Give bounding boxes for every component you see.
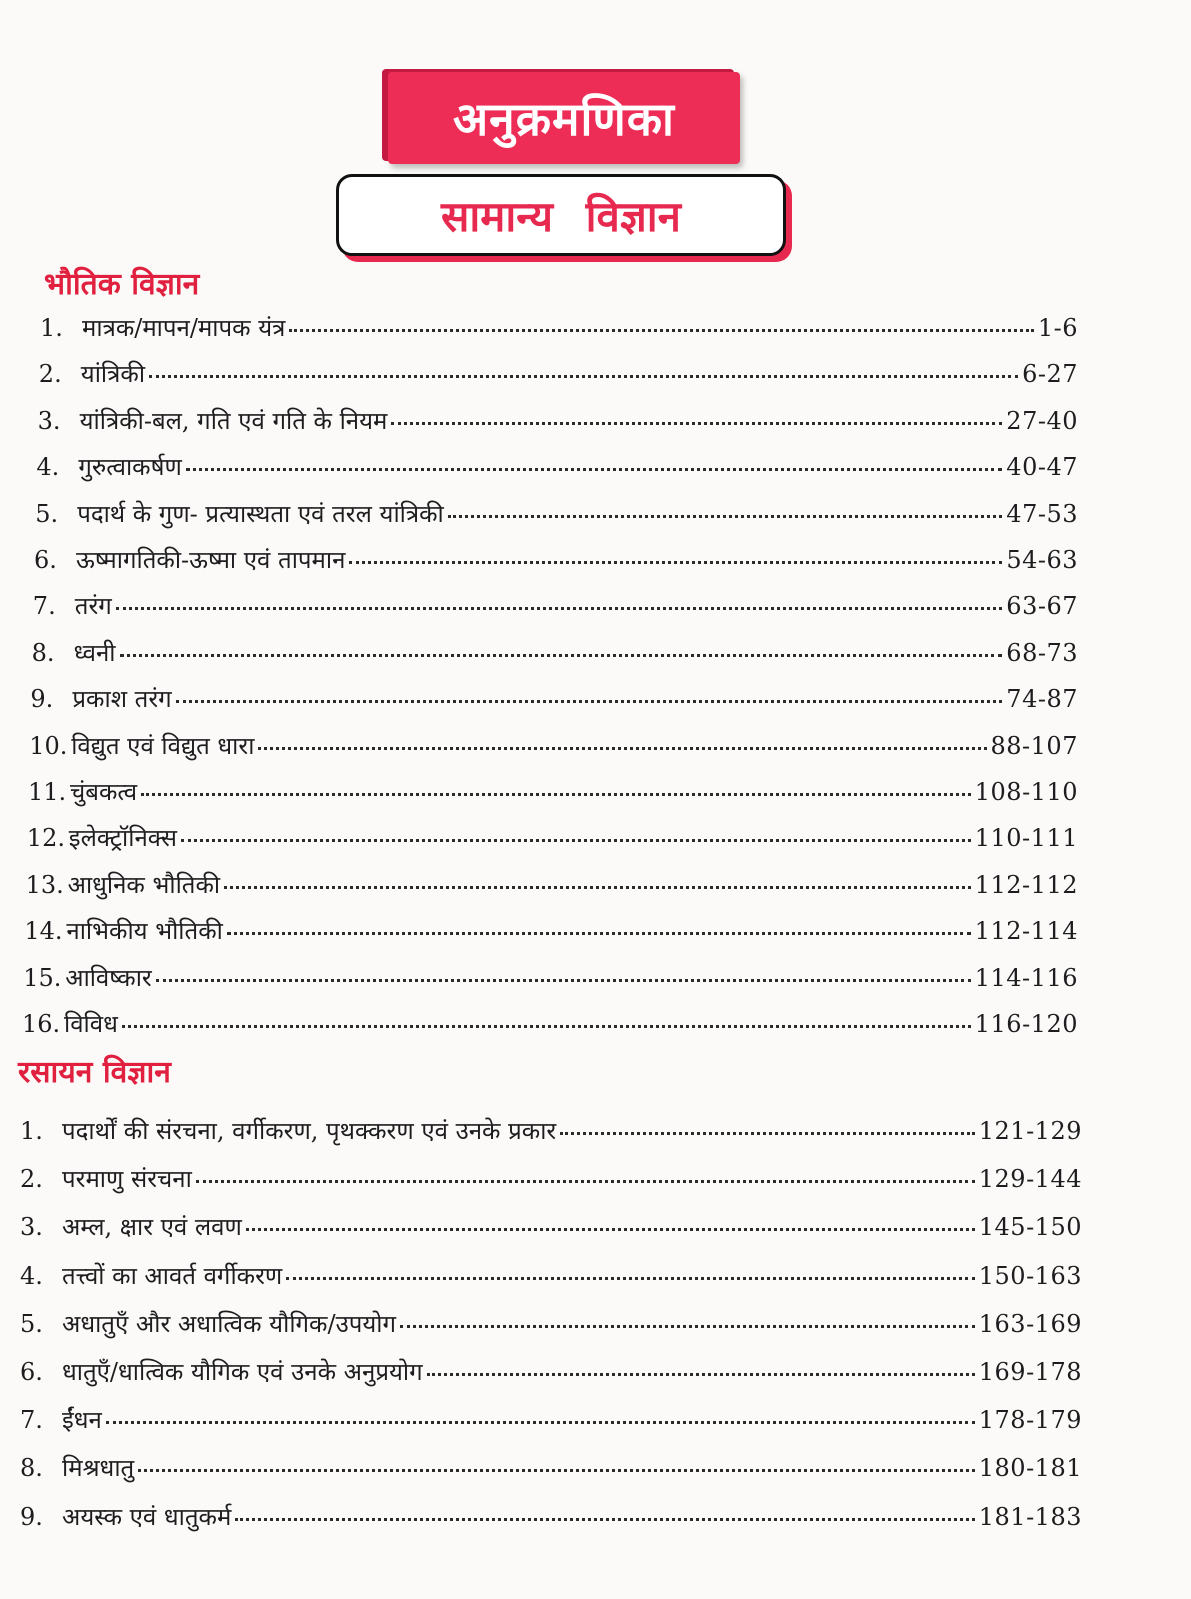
toc-entry-number: 4. [20,1261,43,1290]
dot-leader [149,375,1018,378]
header-banners [0,0,1191,270]
toc-entry-number: 1. [20,1117,43,1145]
dot-leader [106,1421,975,1424]
dot-leader [427,1373,975,1376]
toc-entry [29,730,1078,762]
toc-entry-number: 6. [20,1358,43,1386]
toc-entry [20,1163,1082,1195]
toc-entry-number: 11. [28,778,67,806]
toc-entry-title: तत्त्वों का आवर्त वर्गीकरण [62,1261,283,1290]
toc-entry-title: अम्ल, क्षार एवं लवण [62,1213,242,1242]
toc-entry-pages: 40-47 [1006,453,1078,482]
toc-entry [33,590,1078,622]
toc-entry [20,1211,1082,1243]
dot-leader [181,839,971,842]
toc-entry-number: 14. [24,917,63,946]
toc-entry [32,637,1078,669]
toc-entry-pages: 112-114 [974,917,1078,946]
toc-entry-number: 1. [40,314,63,342]
dot-leader [141,793,971,796]
toc-entry-number: 12. [26,824,65,853]
toc-entry-title: विद्युत एवं विद्युत धारा [71,731,255,760]
toc-entry [38,405,1078,437]
toc-entry-number: 9. [20,1502,43,1531]
toc-entry-number: 10. [29,731,68,760]
dot-leader [138,1469,975,1472]
toc-entry [28,776,1078,808]
toc-entry-pages: 129-144 [978,1165,1082,1194]
toc-entry-title: विविध [64,1010,118,1038]
toc-entry-title: यांत्रिकी-बल, गति एवं गति के नियम [79,406,388,435]
subject-title: सामान्य विज्ञान [441,191,681,241]
toc-entry-pages: 116-120 [974,1010,1078,1038]
toc-entry [20,1115,1082,1147]
toc-entry-number: 2. [38,360,62,389]
toc-entry-pages: 108-110 [974,778,1078,806]
toc-entry-number: 4. [36,453,60,482]
toc-entry [30,683,1078,715]
toc-entry-number: 15. [23,963,62,992]
toc-entry-number: 13. [25,870,64,899]
toc-entry [22,1008,1078,1040]
toc-entry-title: तरंग [74,592,112,621]
toc-entry-title: चुंबकत्व [70,778,138,806]
section-heading-physics: भौतिक विज्ञान [44,267,200,302]
dot-leader [258,747,986,750]
toc-entry [34,544,1078,576]
toc-entry-number: 3. [37,406,61,435]
toc-entry-title: धातुएँ/धात्विक यौगिक एवं उनके अनुप्रयोग [62,1358,423,1386]
toc-entry-pages: 121-129 [978,1117,1082,1145]
toc-entry-number: 6. [34,546,57,574]
toc-entry-number: 2. [20,1165,43,1194]
section-heading-chemistry: रसायन विज्ञान [18,1055,171,1090]
toc-entry-title: इलेक्ट्रॉनिक्स [68,824,177,853]
toc-entry-number: 8. [31,638,55,667]
toc-entry [20,1308,1082,1340]
toc-entry-pages: 181-183 [978,1502,1082,1531]
toc-entry-title: मात्रक/मापन/मापक यंत्र [82,314,286,342]
toc-entry [39,358,1078,390]
toc-entry-pages: 150-163 [978,1261,1082,1290]
toc-entry-pages: 178-179 [978,1406,1082,1435]
toc-entry-number: 8. [20,1454,43,1483]
toc-entry-number: 9. [30,685,54,714]
subject-banner [336,174,786,256]
toc-entry-number: 7. [20,1406,43,1435]
toc-entry-number: 5. [20,1309,43,1338]
toc-entry-title: आधुनिक भौतिकी [67,870,221,899]
dot-leader [224,886,971,889]
dot-leader [156,979,971,982]
toc-entry-title: ईंधन [62,1406,102,1435]
dot-leader [122,1025,971,1028]
toc-entry-pages: 54-63 [1006,546,1078,574]
toc-entry-title: परमाणु संरचना [62,1165,192,1194]
toc-entry-title: मिश्रधातु [62,1454,135,1483]
toc-entry-pages: 63-67 [1006,592,1078,621]
dot-leader [448,515,1003,518]
toc-entry-pages: 6-27 [1022,360,1078,389]
toc-entry [36,451,1078,483]
toc-entry-number: 7. [32,592,56,621]
toc-entry-pages: 74-87 [1006,685,1078,714]
toc-entry-pages: 114-116 [974,963,1078,992]
toc-entry-title: अयस्क एवं धातुकर्म [62,1502,232,1531]
dot-leader [246,1228,975,1231]
dot-leader [186,468,1002,471]
toc-entry-title: प्रकाश तरंग [72,685,172,714]
toc-entry-pages: 1-6 [1037,314,1078,342]
dot-leader [120,654,1003,657]
dot-leader [196,1180,975,1183]
toc-entry [20,1404,1082,1436]
toc-entry-number: 3. [20,1213,43,1242]
toc-entry [27,822,1078,854]
index-title: अनुक्रमणिका [453,92,675,146]
toc-entry [23,962,1078,994]
toc-entry-pages: 110-111 [974,824,1078,853]
toc-entry [40,312,1078,344]
toc-entry-pages: 169-178 [978,1358,1082,1386]
toc-entry-pages: 180-181 [978,1454,1082,1483]
toc-entry-title: पदार्थों की संरचना, वर्गीकरण, पृथक्करण एवं उनके प्रकार [62,1117,557,1145]
toc-entry-pages: 47-53 [1006,499,1078,528]
dot-leader [391,422,1002,425]
dot-leader [560,1132,975,1135]
toc-entry [20,1501,1082,1533]
toc-entry-title: अधातुएँ और अधात्विक यौगिक/उपयोग [62,1309,396,1338]
toc-entry-pages: 163-169 [978,1309,1082,1338]
toc-entry [26,869,1078,901]
toc-entry-title: पदार्थ के गुण- प्रत्यास्थता एवं तरल यांत्रिकी [77,499,444,528]
toc-entry-title: यांत्रिकी [80,360,146,389]
toc-entry [24,915,1078,947]
dot-leader [286,1277,975,1280]
toc-entry-pages: 68-73 [1006,638,1078,667]
dot-leader [349,561,1002,564]
toc-entry-title: ऊष्मागतिकी-ऊष्मा एवं तापमान [76,546,346,574]
index-title-banner [388,72,740,164]
dot-leader [176,700,1003,703]
toc-entry-pages: 27-40 [1006,406,1078,435]
toc-entry [20,1452,1082,1484]
toc-entry [35,498,1078,530]
toc-entry-number: 16. [22,1010,61,1038]
dot-leader [289,329,1033,332]
toc-entry-title: आविष्कार [65,963,152,992]
toc-entry [20,1356,1082,1388]
dot-leader [116,607,1002,610]
toc-entry-pages: 145-150 [978,1213,1082,1242]
toc-entry-number: 5. [35,499,59,528]
toc-entry-title: नाभिकीय भौतिकी [66,917,223,946]
toc-entry-title: गुरुत्वाकर्षण [78,453,182,482]
dot-leader [235,1518,974,1521]
toc-entry-pages: 112-112 [974,870,1078,899]
toc-entry [20,1260,1082,1292]
toc-entry-title: ध्वनी [73,638,116,667]
toc-entry-pages: 88-107 [990,731,1078,760]
dot-leader [227,932,971,935]
dot-leader [400,1325,975,1328]
